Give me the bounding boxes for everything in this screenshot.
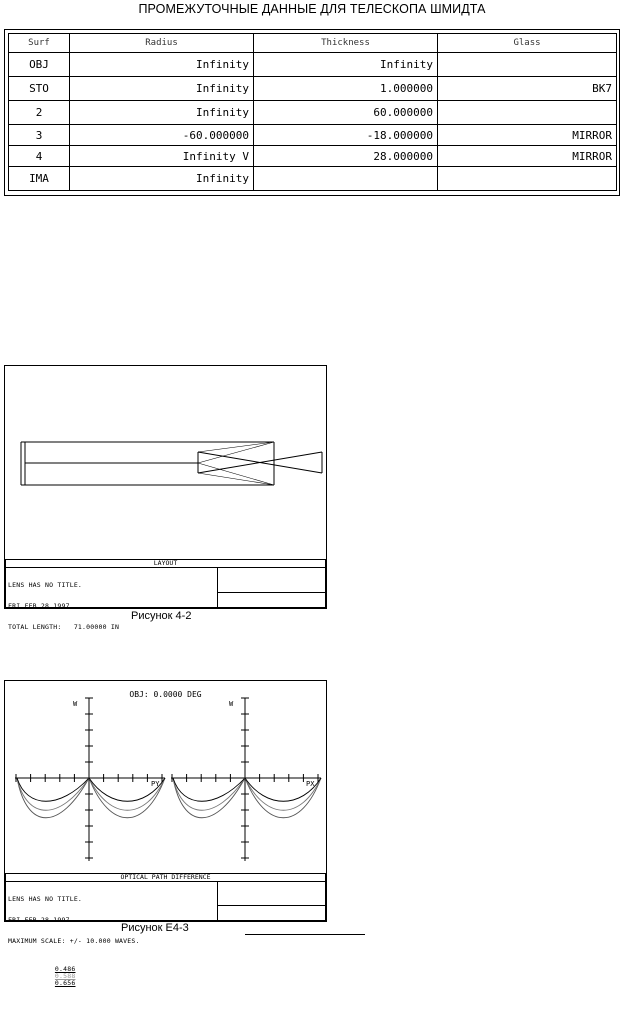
- cell-glass: MIRROR: [438, 146, 617, 167]
- cell-radius: Infinity: [70, 167, 254, 191]
- cell-radius: -60.000000: [70, 125, 254, 146]
- caption-rule: [245, 934, 365, 935]
- surface-data-table: [8, 33, 617, 191]
- layout-footer-title: LAYOUT: [153, 559, 178, 567]
- cell-surf: 4: [9, 146, 70, 167]
- header-thickness: Thickness: [254, 34, 438, 53]
- layout-side-box-top: [217, 567, 326, 593]
- cell-surf: IMA: [9, 167, 70, 191]
- header-glass: Glass: [438, 34, 617, 53]
- table-row: [9, 77, 617, 101]
- figure2-caption: Рисунок E4-3: [121, 922, 189, 934]
- table-row: [9, 101, 617, 125]
- opd-side-box-bottom: [217, 905, 326, 921]
- cell-glass: BK7: [438, 77, 617, 101]
- layout-side-box-bottom: [217, 592, 326, 608]
- cell-surf: 2: [9, 101, 70, 125]
- axis-py: PY: [151, 780, 160, 788]
- info-line: FRI FEB 28 1997: [8, 916, 70, 924]
- axis-px: PX: [306, 780, 315, 788]
- axis-w-left: W: [73, 700, 78, 708]
- cell-thickness: 1.000000: [254, 77, 438, 101]
- opd-plot: [5, 681, 326, 873]
- header-surf: Surf: [9, 34, 70, 53]
- cell-thickness: 28.000000: [254, 146, 438, 167]
- opd-plot-title: OBJ: 0.0000 DEG: [129, 690, 202, 699]
- wavelength-label: 0.486: [54, 965, 76, 973]
- cell-thickness: [254, 167, 438, 191]
- info-line: MAXIMUM SCALE: +/- 10.000 WAVES.: [8, 937, 140, 945]
- page-title: ПРОМЕЖУТОЧНЫЕ ДАННЫЕ ДЛЯ ТЕЛЕСКОПА ШМИДТА: [138, 2, 486, 16]
- cell-glass: [438, 167, 617, 191]
- opd-side-box-top: [217, 881, 326, 906]
- info-line: LENS HAS NO TITLE.: [8, 895, 83, 903]
- figure1-caption: Рисунок 4-2: [131, 610, 192, 622]
- cell-glass: MIRROR: [438, 125, 617, 146]
- surface-data-table-frame: [4, 29, 620, 196]
- table-row: [9, 53, 617, 77]
- wavelength-label: 0.588: [54, 972, 76, 980]
- layout-drawing: [5, 366, 326, 560]
- cell-glass: [438, 101, 617, 125]
- wavelength-label: 0.656: [54, 979, 76, 987]
- table-row: [9, 167, 617, 191]
- cell-glass: [438, 53, 617, 77]
- axis-w-right: W: [229, 700, 234, 708]
- info-line: TOTAL LENGTH: 71.00000 IN: [8, 623, 120, 631]
- cell-surf: STO: [9, 77, 70, 101]
- info-line: FRI FEB 28 1997: [8, 602, 70, 610]
- cell-thickness: 60.000000: [254, 101, 438, 125]
- header-radius: Radius: [70, 34, 254, 53]
- table-row: [9, 125, 617, 146]
- table-row: [9, 146, 617, 167]
- cell-radius: Infinity: [70, 101, 254, 125]
- info-line: LENS HAS NO TITLE.: [8, 581, 83, 589]
- opd-footer-title: OPTICAL PATH DIFFERENCE: [120, 873, 211, 881]
- cell-surf: OBJ: [9, 53, 70, 77]
- cell-radius: Infinity: [70, 53, 254, 77]
- cell-radius: Infinity V: [70, 146, 254, 167]
- cell-radius: Infinity: [70, 77, 254, 101]
- cell-thickness: -18.000000: [254, 125, 438, 146]
- cell-thickness: Infinity: [254, 53, 438, 77]
- cell-surf: 3: [9, 125, 70, 146]
